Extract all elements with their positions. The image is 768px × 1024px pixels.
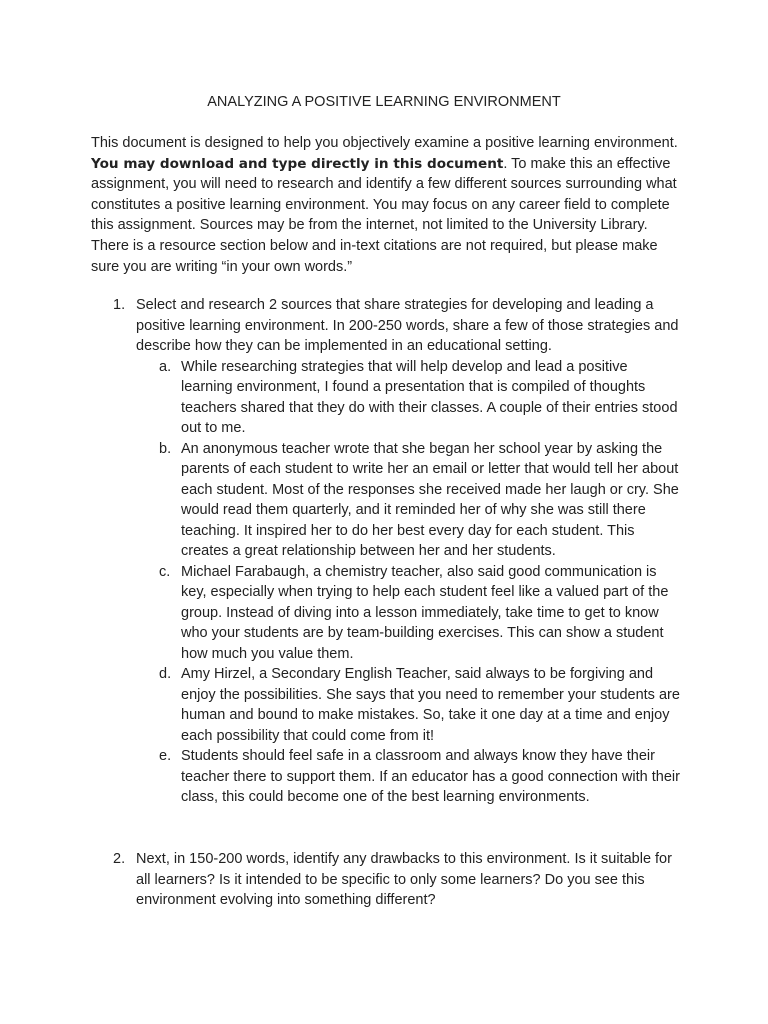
question-1 xyxy=(113,295,683,808)
answer-text: Students should feel safe in a classroom and always know they have their teacher there to support them. If an educator has a good connection with their class, this could become one of the best learning environments. xyxy=(181,748,680,805)
question-number: 2. xyxy=(113,851,126,867)
intro-text-end: . To make this an effective assignment, you will need to research and identify a few different sources surrounding what constitutes a positive learning environment. You may focus on any career field to complete this assignment. Sources may be from the internet, not limited to the University Library. There is a resource section below and in-text citations are not required, but please make sure you are writing “in your own words.” xyxy=(91,155,677,275)
answer-list xyxy=(159,357,683,808)
question-text: Next, in 150-200 words, identify any drawbacks to this environment. Is it suitable for all learners? Is it intended to be specific to only some learners? Do you see this environment evolving into something different? xyxy=(136,851,672,908)
document-title: ANALYZING A POSITIVE LEARNING ENVIRONMENT xyxy=(207,94,561,110)
intro-text-start: This document is designed to help you objectively examine a positive learning environment. xyxy=(91,135,678,151)
question-number: 1. xyxy=(113,297,126,313)
answer-letter: a. xyxy=(159,358,172,375)
answer-text: While researching strategies that will help develop and lead a positive learning environment, I found a presentation that is compiled of thoughts teachers shared that they do with their classes. A couple of their entries stood out to me. xyxy=(181,358,678,436)
answer-item xyxy=(159,562,683,665)
answer-letter: d. xyxy=(159,666,172,682)
answer-item xyxy=(159,439,683,562)
answer-letter: b. xyxy=(159,440,172,457)
answer-letter: c. xyxy=(159,563,171,580)
answer-letter: e. xyxy=(159,748,172,764)
answer-item xyxy=(159,664,683,746)
answer-item xyxy=(159,746,683,808)
intro-bold-instruction: You may download and type directly in this document xyxy=(91,155,504,172)
answer-text: An anonymous teacher wrote that she began her school year by asking the parents of each student to write her an email or letter that would tell her about each student. Most of the responses she received made her laugh or cry. She would read them quarterly, and it reminded her of why she was still there teaching. It inspired her to do her best every day for each student. This creates a great relationship between her and her students. xyxy=(181,440,679,559)
answer-text: Michael Farabaugh, a chemistry teacher, also said good communication is key, especially when trying to help each student feel like a valued part of the group. Instead of diving into a lesson immediately, take time to get to know who your students are by team-building exercises. This can show a student how much you value them. xyxy=(181,563,669,662)
answer-text: Amy Hirzel, a Secondary English Teacher, said always to be forgiving and enjoy the possibilities. She says that you need to remember your students are human and bound to make mistakes. So, take it one day at a time and enjoy each possibility that could come from it! xyxy=(181,666,680,744)
answer-item xyxy=(159,357,683,439)
intro-paragraph xyxy=(91,133,681,277)
question-2 xyxy=(113,849,683,911)
question-text: Select and research 2 sources that share strategies for developing and leading a positive learning environment. In 200-250 words, share a few of those strategies and describe how they can be implemented in an educational setting. xyxy=(136,297,679,354)
